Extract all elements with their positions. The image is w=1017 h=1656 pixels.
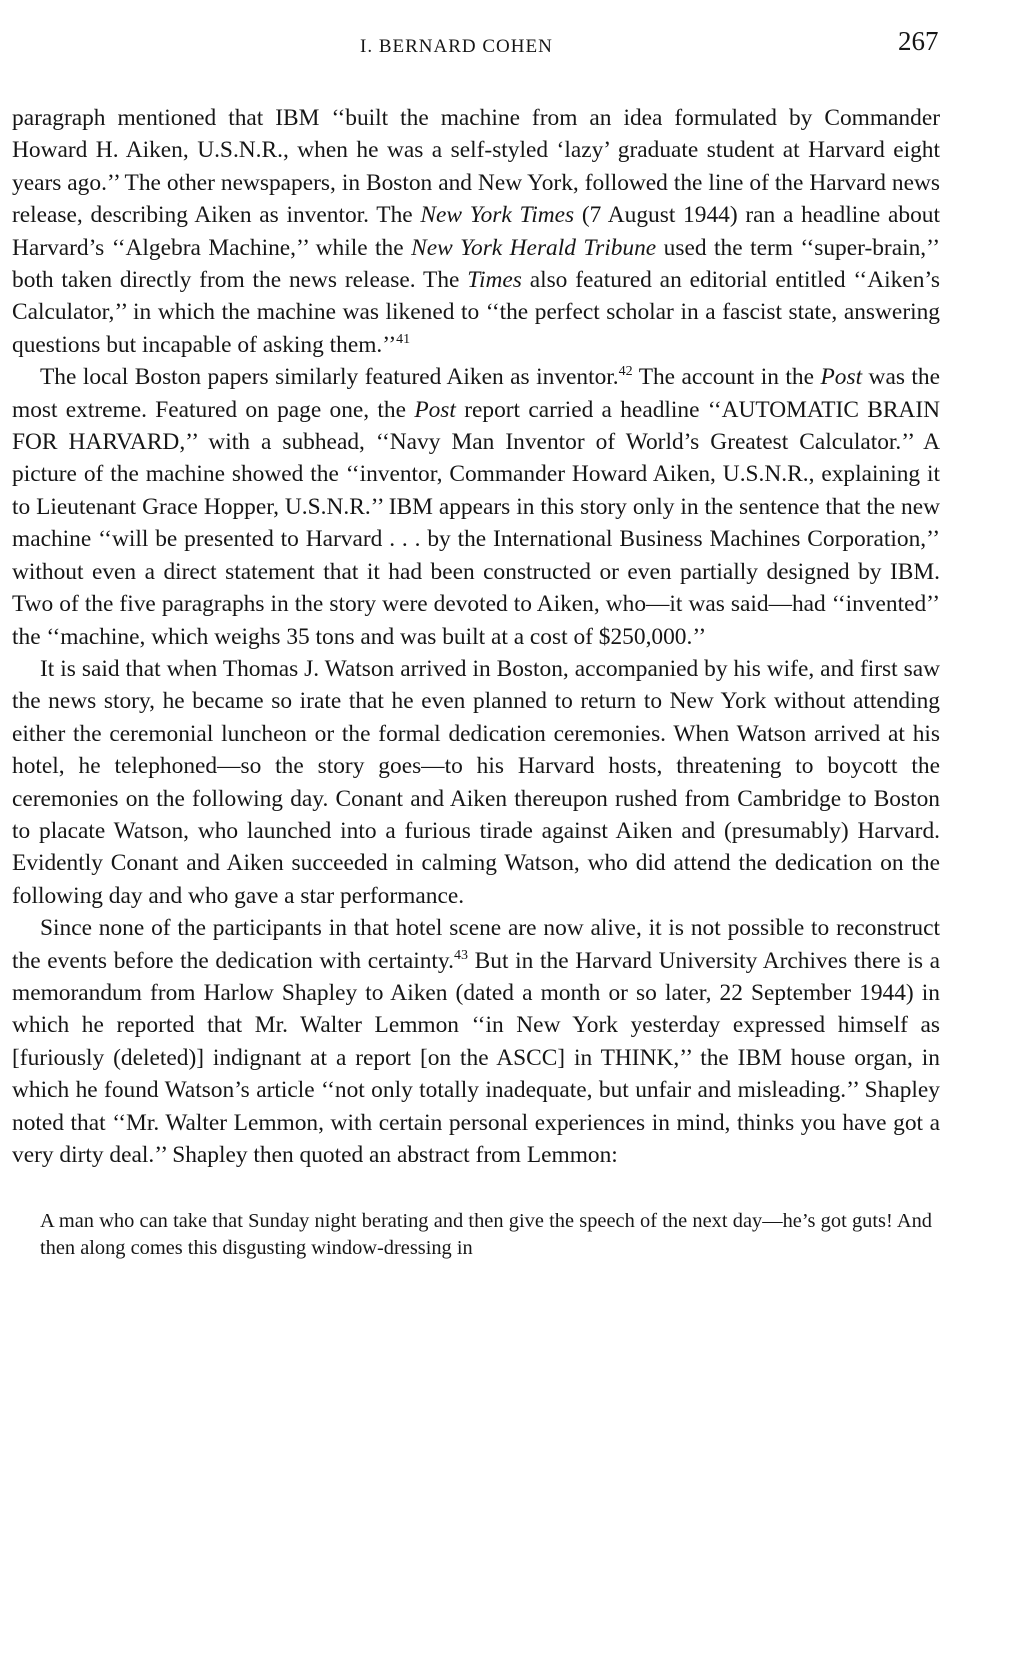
paragraph-3: [12, 653, 940, 912]
footnote-ref: 43: [453, 947, 468, 963]
text-run: used the term ‘‘super-brain,’’ both taken directly from the news release. The: [12, 234, 940, 294]
footnote-ref: 42: [618, 364, 633, 380]
text-run: (7 August 1944) ran a headline about Harvard’s ‘‘Algebra Machine,’’ while the: [12, 202, 940, 261]
italic-title: New York Herald Tribune: [411, 234, 657, 261]
italic-title: New York Times: [420, 202, 575, 229]
text-run: also featured an editorial entitled ‘‘Aiken’s Calculator,’’ in which the machine was likened to ‘‘the perfect scholar in a fascist state, answering questions but incapable of asking them.’’: [12, 267, 940, 358]
running-head: I. BERNARD COHEN: [360, 36, 553, 57]
italic-title: Post: [820, 364, 863, 391]
block-quote: A man who can take that Sunday night berating and then give the speech of the next day—he’s got guts! And then along comes this disgusting window-dressing in: [40, 1210, 932, 1260]
text-run: report carried a headline ‘‘AUTOMATIC BRAIN FOR HARVARD,’’ with a subhead, ‘‘Navy Man Inventor of World’s Greatest Calculator.’’ A picture of the machine showed the ‘‘inventor, Commander Howard Aiken, U.S.N.R., explaining it to Lieutenant Grace Hopper, U.S.N.R.’’ IBM appears in this story only in the sentence that the new machine ‘‘will be presented to Harvard . . . by the International Business Machines Corporation,’’ without even a direct statement that it had been constructed or even partially designed by IBM. Two of the five paragraphs in the story were devoted to Aiken, who—it was said—had ‘‘invented’’ the ‘‘machine, which weighs 35 tons and was built at a cost of $250,000.’’: [12, 396, 940, 650]
text-run: The account in the: [632, 364, 821, 391]
text-run: It is said that when Thomas J. Watson arrived in Boston, accompanied by his wife, and first saw the news story, he became so irate that he even planned to return to New York without attending either the ceremonial luncheon or the formal dedication ceremonies. When Watson arrived at his hotel, he telephoned—so the story goes—to his Harvard hosts, threatening to boycott the ceremonies on the following day. Conant and Aiken thereupon rushed from Cambridge to Boston to placate Watson, who launched into a furious tirade against Aiken and (presumably) Harvard. Evidently Conant and Aiken succeeded in calming Watson, who did attend the dedication on the following day and who gave a star performance.: [12, 655, 940, 909]
paragraph-4: [12, 912, 940, 1171]
paragraph-2: [12, 361, 940, 653]
text-run: The local Boston papers similarly featured Aiken as inventor.: [40, 364, 619, 391]
italic-title: Post: [414, 396, 456, 423]
text-run: But in the Harvard University Archives there is a memorandum from Harlow Shapley to Aiken (dated a month or so later, 22 September 1944) in which he reported that Mr. Walter Lemmon ‘‘in New York yesterday expressed himself as [furiously (deleted)] indignant at a report [on the ASCC] in THINK,’’ the IBM house organ, in which he found Watson’s article ‘‘not only totally inadequate, but unfair and misleading.’’ Shapley noted that ‘‘Mr. Walter Lemmon, with certain personal experiences in mind, thinks you have got a very dirty deal.’’ Shapley then quoted an abstract from Lemmon:: [12, 947, 940, 1168]
text-run: paragraph mentioned that IBM ‘‘built the machine from an idea formulated by Commander Howard H. Aiken, U.S.N.R., when he was a self-styled ‘lazy’ graduate student at Harvard eight years ago.’’ The other newspapers, in Boston and New York, followed the line of the Harvard news release, describing Aiken as inventor. The: [12, 105, 940, 229]
text-run: Since none of the participants in that hotel scene are now alive, it is not possible to reconstruct the events before the dedication with certainty.: [12, 915, 940, 974]
body-text: [12, 102, 940, 1262]
page-number: 267: [898, 26, 939, 56]
paragraph-1: [12, 102, 940, 361]
page-header: [0, 26, 1017, 66]
footnote-ref: 41: [396, 331, 411, 347]
text-run: was the most extreme. Featured on page one, the: [12, 364, 940, 423]
italic-title: Times: [467, 267, 522, 294]
